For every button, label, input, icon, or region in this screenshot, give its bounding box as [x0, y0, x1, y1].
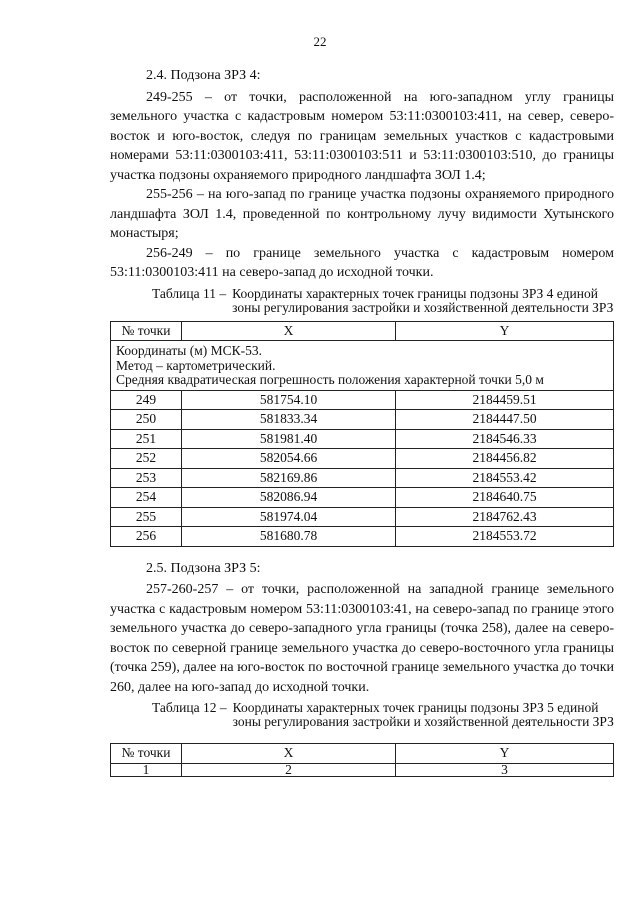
cell-y: 2184762.43: [396, 507, 614, 527]
table-row: [111, 763, 614, 776]
note-line: Координаты (м) МСК-53.: [116, 343, 263, 358]
section-heading-zrz5: 2.5. Подзона ЗРЗ 5:: [146, 560, 261, 576]
table-row: [111, 390, 614, 410]
cell-x: 581754.10: [182, 390, 396, 410]
cell-point-number: 250: [111, 410, 182, 430]
table-11: [110, 321, 614, 547]
cell-y: 2184459.51: [396, 390, 614, 410]
cell-x: 582169.86: [182, 468, 396, 488]
table-row: [111, 488, 614, 508]
cell-x: 581680.78: [182, 527, 396, 547]
cell-point-number: 254: [111, 488, 182, 508]
cell-x: 582054.66: [182, 449, 396, 469]
table-row: [111, 468, 614, 488]
cell-y: 2184456.82: [396, 449, 614, 469]
paragraph-249-255: 249-255 – от точки, расположенной на юго-западном углу границы земельного участка с кадастровым номером 53:11:0300103:411, на север, северо-восток и юго-восток, следуя по границам земельных участков с кадастровыми номерами 53:11:0300103:411, 53:11:0300103:511 и 53:11:0300103:510, до границы участка подзоны охраняемого природного ландшафта ЗОЛ 1.4;: [110, 89, 614, 183]
cell-point-number: 253: [111, 468, 182, 488]
paragraph-257-260-257: 257-260-257 – от точки, расположенной на западной границе земельного участка с кадастровым номером 53:11:0300103:41, на северо-запад по границе этого земельного участка до северо-западного угла границы (точка 258), далее на северо-восток по северной границе земельного участка до северо-восточного угла границы (точка 259), далее на юго-восток по восточной границе земельного участка до точки 260, далее на юго-запад до исходной точки.: [110, 582, 614, 695]
column-header-x: X: [182, 744, 396, 764]
note-line: Средняя квадратическая погрешность положения характерной точки 5,0 м: [116, 372, 544, 387]
cell-column-number: 1: [111, 763, 182, 776]
cell-column-number: 2: [182, 763, 396, 776]
table-header-row: [111, 744, 614, 764]
paragraph-255-256: 255-256 – на юго-запад по границе участка подзоны охраняемого природного ландшафта ЗОЛ 1.4, проведенной по контрольному лучу видимости Хутынского монастыря;: [110, 187, 614, 241]
document-body: [110, 66, 614, 777]
column-header-point-number: № точки: [111, 744, 182, 764]
table-row: [111, 527, 614, 547]
cell-y: 2184553.42: [396, 468, 614, 488]
table-11-caption-text: Координаты характерных точек границы подзоны ЗРЗ 4 единой зоны регулирования застройки и хозяйственной деятельности ЗРЗ: [232, 285, 614, 315]
table-12-label: Таблица 12 –: [152, 700, 227, 715]
cell-x: 582086.94: [182, 488, 396, 508]
cell-x: 581974.04: [182, 507, 396, 527]
coordinate-system-note: [111, 341, 614, 391]
table-row: [111, 410, 614, 430]
cell-y: 2184447.50: [396, 410, 614, 430]
column-header-x: X: [182, 321, 396, 341]
table-12: [110, 743, 614, 777]
column-header-y: Y: [396, 321, 614, 341]
table-11-label: Таблица 11 –: [152, 285, 227, 301]
table-row: [111, 429, 614, 449]
cell-point-number: 256: [111, 527, 182, 547]
table-row: [111, 507, 614, 527]
column-header-y: Y: [396, 744, 614, 764]
column-header-point-number: № точки: [111, 321, 182, 341]
note-line: Метод – картометрический.: [116, 357, 276, 373]
cell-x: 581833.34: [182, 410, 396, 430]
section-heading-zrz4: 2.4. Подзона ЗРЗ 4:: [146, 68, 261, 83]
cell-point-number: 255: [111, 507, 182, 527]
table-header-row: [111, 321, 614, 341]
page-number: 22: [313, 34, 327, 49]
cell-y: 2184640.75: [396, 488, 614, 508]
table-12-caption: [152, 701, 614, 729]
cell-y: 2184546.33: [396, 429, 614, 449]
cell-y: 2184553.72: [396, 527, 614, 547]
cell-point-number: 252: [111, 449, 182, 469]
cell-column-number: 3: [396, 763, 614, 776]
table-row: [111, 449, 614, 469]
cell-point-number: 251: [111, 429, 182, 449]
cell-point-number: 249: [111, 390, 182, 410]
cell-x: 581981.40: [182, 429, 396, 449]
paragraph-256-249: 256-249 – по границе земельного участка с кадастровым номером 53:11:0300103:411 на северо-запад до исходной точки.: [110, 245, 614, 280]
table-12-caption-text: Координаты характерных точек границы подзоны ЗРЗ 5 единой зоны регулирования застройки и хозяйственной деятельности ЗРЗ: [232, 700, 614, 729]
table-11-caption: [152, 287, 614, 315]
table-note-row: [111, 341, 614, 391]
